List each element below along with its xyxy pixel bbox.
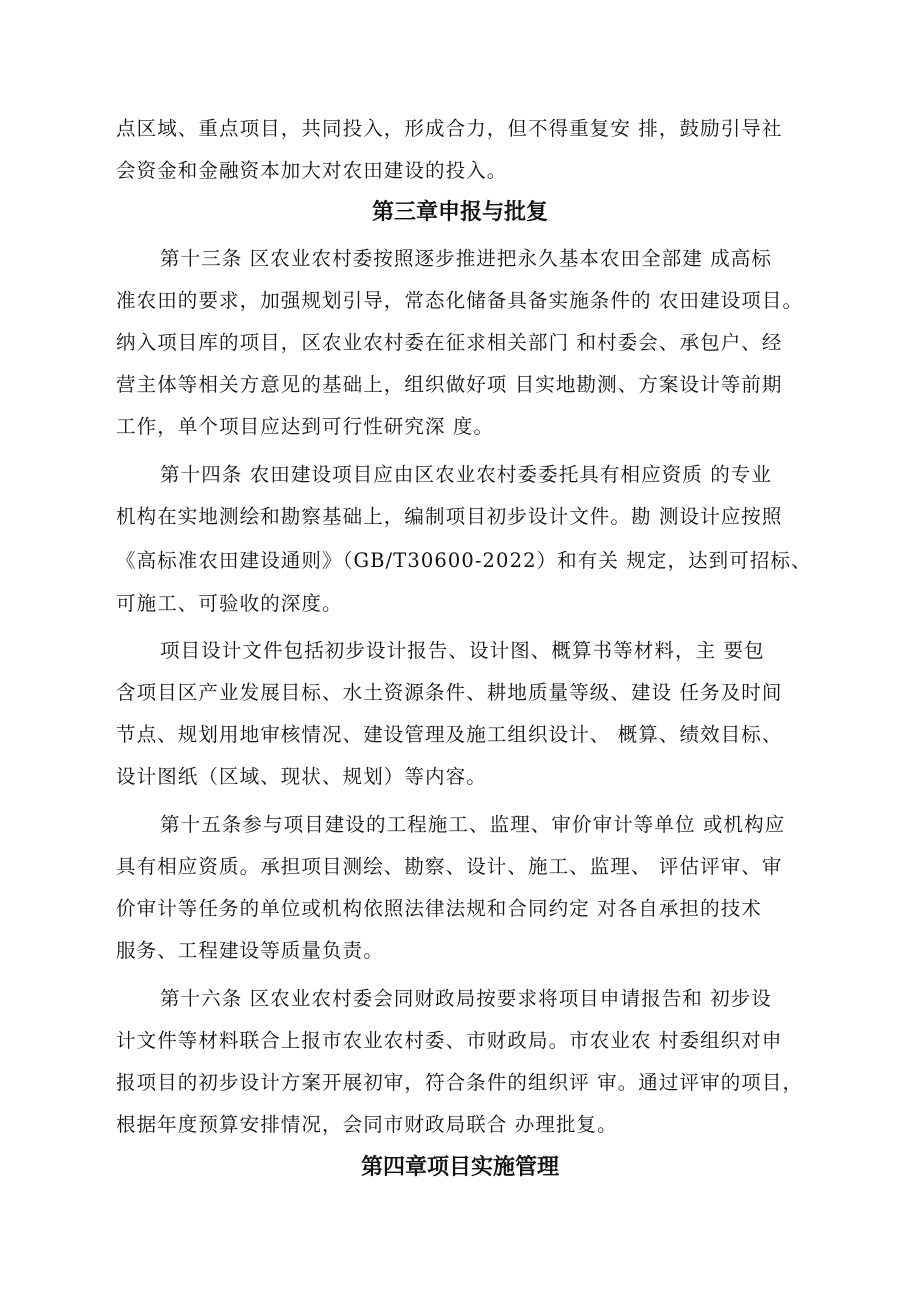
text-line: 营主体等相关方意见的基础上，组织做好项 目实地勘测、方案设计等前期 — [116, 373, 783, 396]
text-line: 纳入项目库的项目，区农业农村委在征求相关部门 和村委会、承包户、经 — [116, 331, 783, 354]
text-line: 计文件等材料联合上报市农业农村委、市财政局。市农业农 村委组织对申 — [116, 1029, 783, 1052]
text-line: 第十三条 区农业农村委按照逐步推进把永久基本农田全部建 成高标 — [160, 247, 772, 270]
text-line: 设计图纸（区域、现状、规划）等内容。 — [116, 765, 487, 788]
text-line: 具有相应资质。承担项目测绘、勘察、设计、施工、监理、 评估评审、审 — [116, 855, 783, 878]
text-line: 点区域、重点项目，共同投入，形成合力，但不得重复安 排，鼓励引导社 — [116, 117, 783, 140]
text-line: 报项目的初步设计方案开展初审，符合条件的组织评 审。通过评审的项目， — [116, 1071, 804, 1094]
text-line: 机构在实地测绘和勘察基础上，编制项目初步设计文件。勘 测设计应按照 — [116, 505, 783, 528]
text-line: 价审计等任务的单位或机构依照法律法规和合同约定 对各自承担的技术 — [116, 897, 762, 920]
text-line: 会资金和金融资本加大对农田建设的投入。 — [116, 159, 508, 182]
text-line: 第十四条 农田建设项目应由区农业农村委委托具有相应资质 的专业 — [160, 463, 772, 486]
chapter-heading: 第三章申报与批复 — [371, 200, 548, 225]
text-line: 第十六条 区农业农村委会同财政局按要求将项目申请报告和 初步设 — [160, 987, 772, 1010]
text-line: 节点、规划用地审核情况、建设管理及施工组织设计、 概算、绩效目标、 — [116, 723, 783, 746]
text-line: 《高标准农田建设通则》（GB/T30600-2022）和有关 规定，达到可招标、 — [116, 549, 812, 572]
text-line: 准农田的要求，加强规划引导，常态化储备具备实施条件的 农田建设项目。 — [116, 289, 804, 312]
chapter-heading: 第四章项目实施管理 — [360, 1155, 559, 1180]
text-line: 服务、工程建设等质量负责。 — [116, 939, 384, 962]
text-line: 第十五条参与项目建设的工程施工、监理、审价审计等单位 或机构应 — [160, 813, 786, 836]
text-line: 根据年度预算安排情况，会同市财政局联合 办理批复。 — [116, 1113, 618, 1136]
text-line: 工作，单个项目应达到可行性研究深 度。 — [116, 415, 495, 438]
text-line: 可施工、可验收的深度。 — [116, 592, 343, 615]
text-line: 含项目区产业发展目标、水土资源条件、耕地质量等级、建设 任务及时间 — [116, 681, 783, 704]
text-line: 项目设计文件包括初步设计报告、设计图、概算书等材料，主 要包 — [160, 639, 765, 662]
